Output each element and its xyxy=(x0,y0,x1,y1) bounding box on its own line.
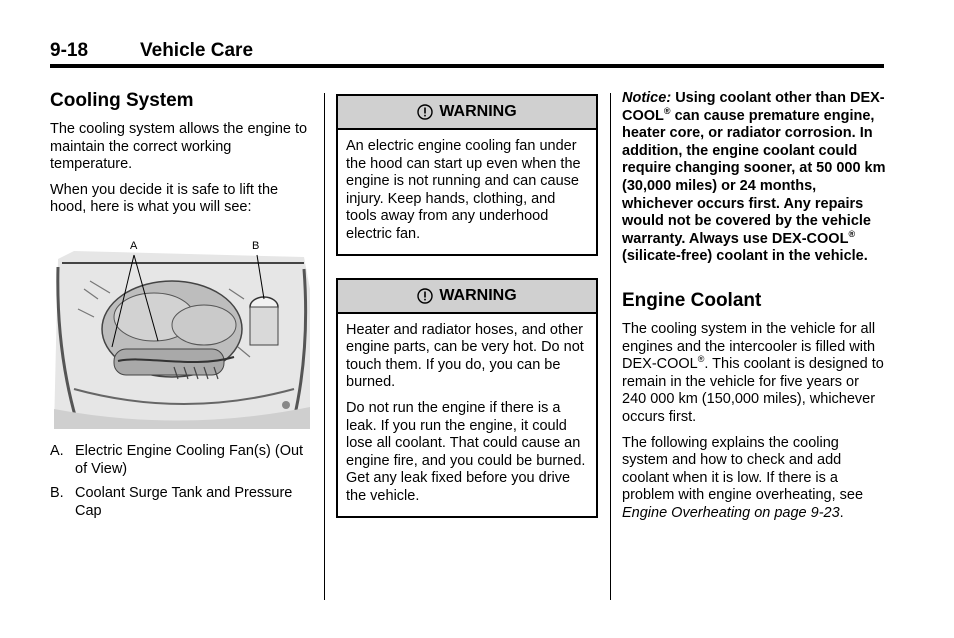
column-engine-coolant xyxy=(622,90,886,530)
warning-header xyxy=(338,96,596,130)
notice-label: Notice: xyxy=(622,90,672,106)
column-divider xyxy=(610,93,611,600)
warning-box-hot-parts xyxy=(336,278,598,518)
legend-text: Coolant Surge Tank and Pressure Cap xyxy=(75,485,293,519)
legend-key: A. xyxy=(50,442,64,459)
registered-mark: ® xyxy=(848,228,856,239)
figure-label-b: B xyxy=(252,239,260,252)
warning-text-leak: Do not run the engine if there is a leak. If you run the engine, it could lose all coolant. That could cause an engine fire, and you could be burned. Get any leak fixed before you drive the vehicle. xyxy=(346,399,586,504)
warning-icon xyxy=(417,104,433,120)
intro-paragraph: The cooling system allows the engine to maintain the correct working temperature. xyxy=(50,121,308,173)
warning-box-fan xyxy=(336,94,598,256)
registered-mark: ® xyxy=(663,105,671,116)
cross-reference-link[interactable]: Engine Overheating on page 9‑23 xyxy=(622,504,840,521)
warning-header xyxy=(338,280,596,314)
warning-icon xyxy=(417,288,433,304)
warning-title: WARNING xyxy=(439,103,517,120)
column-divider xyxy=(324,93,325,600)
figure-label-a: A xyxy=(130,239,138,252)
legend-text: Electric Engine Cooling Fan(s) (Out of View) xyxy=(75,442,304,477)
legend-item-b xyxy=(50,485,312,520)
coolant-paragraph: The cooling system in the vehicle for all engines and the intercooler is filled with DEX-COOL®. This coolant is designed to remain in the vehicle for five years or 240 000 km (150,000 miles), whichever occurs first. xyxy=(622,320,884,425)
check-coolant-paragraph: The following explains the cooling system and how to check and add coolant when it is low. If there is a problem with engine overheating, see Engine Overheating on page 9‑23. xyxy=(622,434,864,521)
legend-key: B. xyxy=(50,485,64,502)
warning-text-hoses: Heater and radiator hoses, and other engine parts, can be very hot. Do not touch them. If you do, you can be burned. xyxy=(346,321,584,391)
warning-title: WARNING xyxy=(439,286,517,304)
legend-item-a xyxy=(50,443,312,478)
section-title: Vehicle Care xyxy=(140,40,254,61)
engine-compartment-illustration xyxy=(54,229,310,429)
heading-cooling-system: Cooling System xyxy=(50,90,194,111)
page-number: 9-18 xyxy=(50,40,89,61)
page-header xyxy=(50,38,884,68)
heading-engine-coolant: Engine Coolant xyxy=(622,289,762,311)
warning-text: An electric engine cooling fan under the hood can start up even when the engine is not running and can cause injury. Keep hands, clothing, and tools away from any underhood electric fan. xyxy=(346,138,581,242)
column-cooling-system xyxy=(50,90,312,527)
column-warnings xyxy=(336,94,598,540)
hood-paragraph: When you decide it is safe to lift the hood, here is what you will see: xyxy=(50,181,279,216)
registered-mark: ® xyxy=(697,354,705,365)
notice-paragraph: Notice: Using coolant other than DEX-COOL® can cause premature engine, heater core, or radiator corrosion. In addition, the engine coolant could require changing sooner, at 50 000 km (30,000 miles) or 24 months, whichever occurs first. Any repairs would not be covered by the vehicle warranty. Always use DEX-COOL® (silicate-free) coolant in the vehicle. xyxy=(622,90,886,265)
